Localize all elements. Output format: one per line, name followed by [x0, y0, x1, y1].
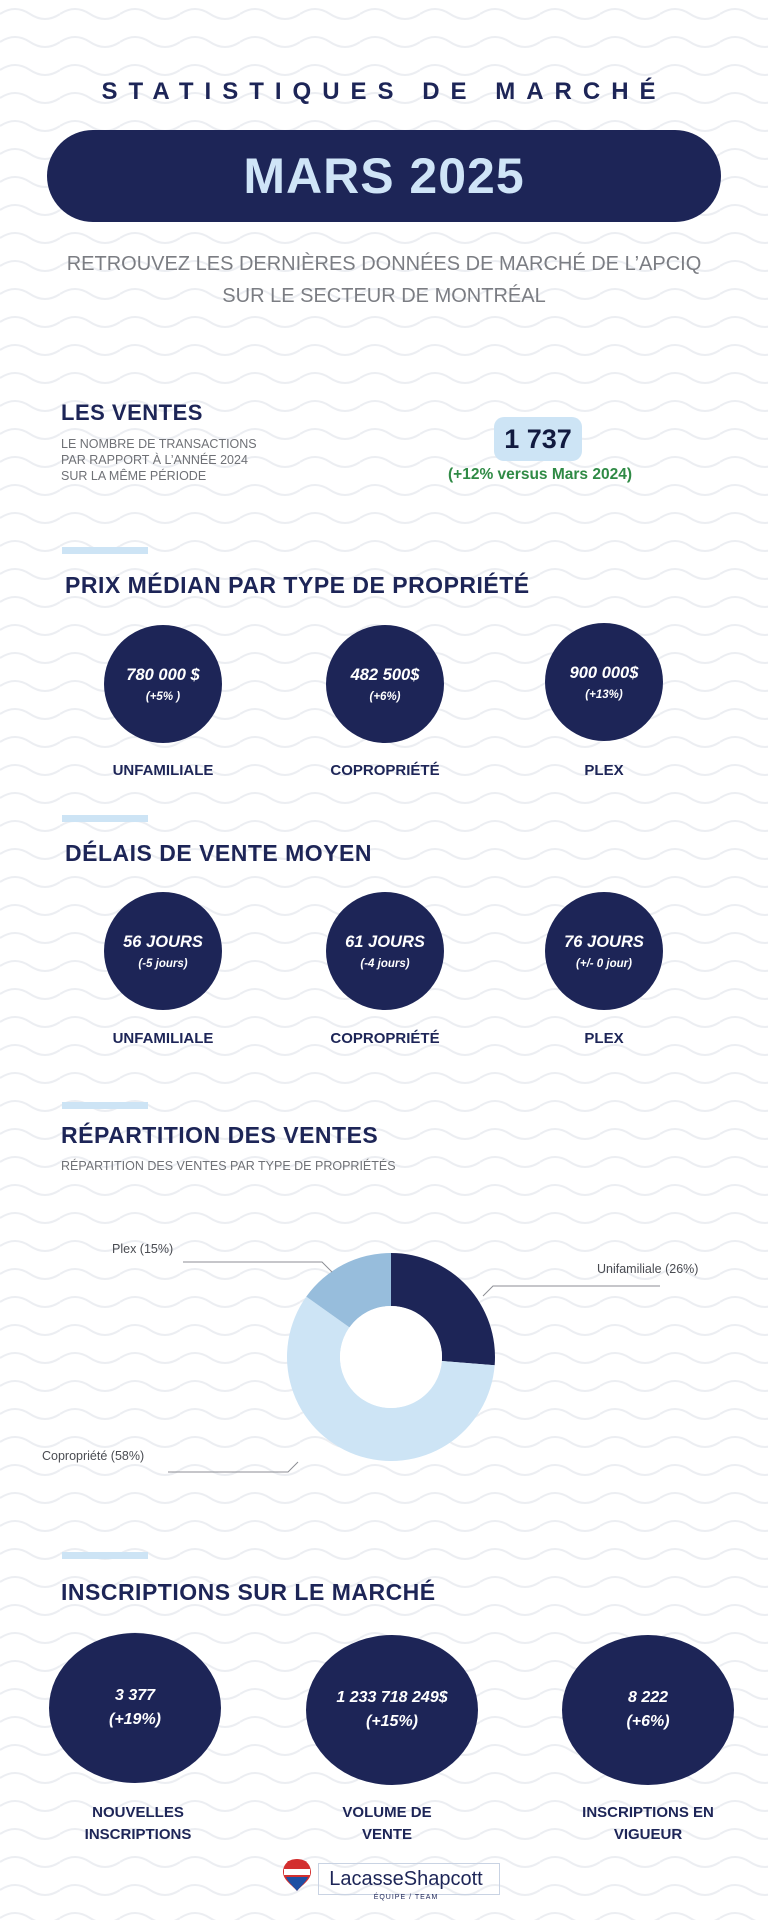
ventes-desc-line-1: LE NOMBRE DE TRANSACTIONS [61, 437, 257, 451]
delais-value: 61 JOURS [345, 932, 425, 951]
inscriptions-label-line-1: INSCRIPTIONS EN [582, 1804, 714, 1821]
delais-circle-plex [545, 892, 663, 1010]
inscriptions-label-line-1: NOUVELLES [92, 1804, 184, 1821]
inscriptions-change: (+6%) [626, 1713, 670, 1730]
prix-change: (+6%) [369, 690, 401, 703]
prix-value: 482 500$ [350, 665, 420, 684]
intro-text [0, 248, 768, 312]
delais-change: (-4 jours) [360, 957, 410, 970]
delais-change: (-5 jours) [138, 957, 188, 970]
inscriptions-label [48, 1802, 228, 1846]
donut-slices [287, 1253, 495, 1461]
delais-change: (+/- 0 jour) [576, 957, 632, 970]
delais-value: 56 JOURS [123, 932, 203, 951]
month-title: MARS 2025 [243, 148, 525, 204]
inscriptions-circle-volume [306, 1635, 478, 1785]
sales-delta: (+12% versus Mars 2024) [448, 466, 632, 483]
ventes-title: LES VENTES [61, 400, 203, 425]
leader-line-copropriete [168, 1462, 298, 1472]
inscriptions-label-line-2: INSCRIPTIONS [84, 1826, 192, 1843]
inscriptions-change: (+19%) [108, 1711, 162, 1728]
inscriptions-title: INSCRIPTIONS SUR LE MARCHÉ [61, 1579, 436, 1605]
pie-label-unifamiliale: Unifamiliale (26%) [597, 1262, 699, 1276]
inscriptions-circle-nouvelles [49, 1633, 221, 1783]
pie-label-plex: Plex (15%) [112, 1242, 174, 1256]
ventes-desc-line-3: SUR LA MÊME PÉRIODE [61, 469, 207, 483]
intro-line-1: RETROUVEZ LES DERNIÈRES DONNÉES DE MARCHÉ DE L’APCIQ [66, 253, 702, 275]
repartition-title: RÉPARTITION DES VENTES [61, 1122, 379, 1148]
donut-hole [340, 1306, 442, 1408]
brand-badge: RE/MAX [287, 1861, 307, 1867]
leader-line-plex [183, 1262, 332, 1272]
prix-circle-unifamiliale [104, 625, 222, 743]
inscriptions-value: 3 377 [114, 1687, 156, 1704]
inscriptions-label-line-2: VIGUEUR [613, 1826, 683, 1843]
delais-label: UNFAMILIALE [112, 1030, 214, 1047]
brand-subtitle: ÉQUIPE / TEAM [373, 1894, 439, 1901]
prix-value: 780 000 $ [126, 665, 200, 684]
inscriptions-circle-vigueur [562, 1635, 734, 1785]
inscriptions-label [548, 1802, 748, 1846]
inscriptions-label [297, 1802, 477, 1846]
inscriptions-value: 1 233 718 249$ [336, 1689, 448, 1706]
section-accent-bar [62, 547, 148, 554]
delais-title: DÉLAIS DE VENTE MOYEN [65, 840, 372, 866]
month-banner [47, 130, 721, 222]
prix-circle-copropriete [326, 625, 444, 743]
leader-line-unifamiliale [483, 1286, 660, 1296]
pie-label-copropriete: Copropriété (58%) [42, 1449, 145, 1463]
prix-circle-plex [545, 623, 663, 741]
prix-change: (+5% ) [145, 690, 181, 703]
inscriptions-label-line-2: VENTE [361, 1826, 412, 1843]
section-accent-bar [62, 815, 148, 822]
delais-label: COPROPRIÉTÉ [330, 1030, 440, 1047]
repartition-subtitle: RÉPARTITION DES VENTES PAR TYPE DE PROPRIÉTÉS [61, 1159, 396, 1173]
kicker-title: STATISTIQUES DE MARCHÉ [101, 78, 667, 105]
delais-circle-copropriete [326, 892, 444, 1010]
ventes-description [61, 436, 257, 484]
prix-value: 900 000$ [569, 663, 639, 682]
brand-logo [282, 1858, 500, 1904]
intro-line-2: SUR LE SECTEUR DE MONTRÉAL [222, 285, 546, 307]
prix-title: PRIX MÉDIAN PAR TYPE DE PROPRIÉTÉ [65, 572, 530, 598]
prix-change: (+13%) [585, 688, 623, 701]
prix-label: UNFAMILIALE [112, 762, 214, 779]
sales-count: 1 737 [494, 417, 582, 461]
prix-label: PLEX [584, 762, 624, 779]
section-accent-bar [62, 1552, 148, 1559]
ventes-desc-line-2: PAR RAPPORT À L’ANNÉE 2024 [61, 453, 248, 467]
delais-circle-unifamiliale [104, 892, 222, 1010]
prix-label: COPROPRIÉTÉ [330, 762, 440, 779]
inscriptions-label-line-1: VOLUME DE [342, 1804, 432, 1821]
delais-label: PLEX [584, 1030, 624, 1047]
inscriptions-value: 8 222 [627, 1689, 669, 1706]
brand-name: LacasseShapcott [329, 1868, 483, 1890]
delais-value: 76 JOURS [564, 932, 644, 951]
section-accent-bar [62, 1102, 148, 1109]
inscriptions-change: (+15%) [365, 1713, 419, 1730]
